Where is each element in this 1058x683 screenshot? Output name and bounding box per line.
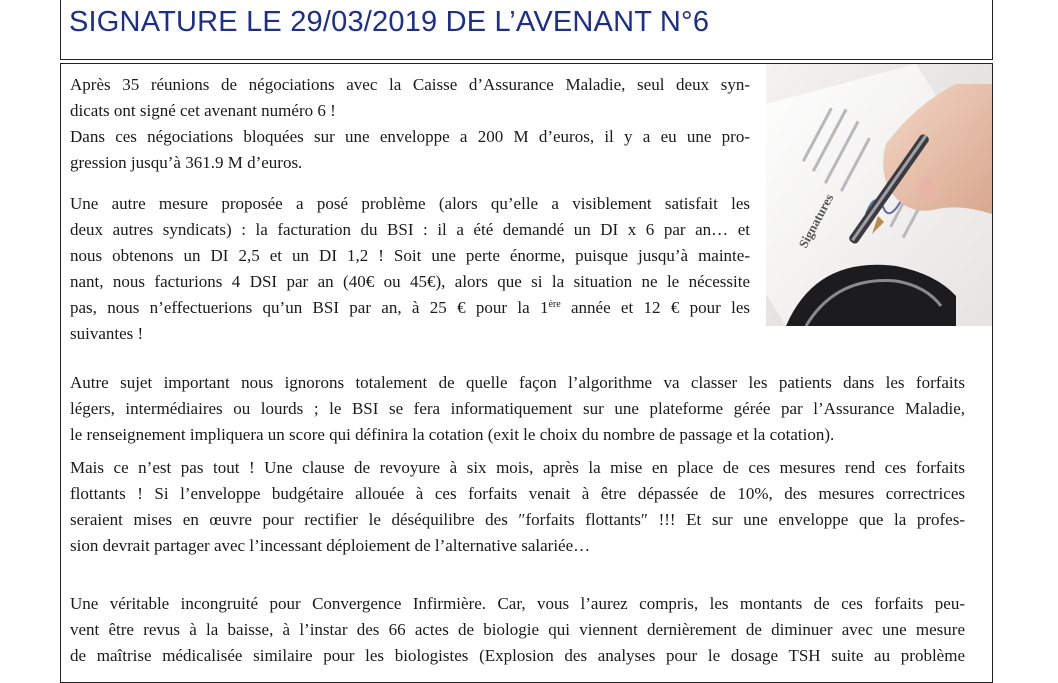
- text-line: Une véritable incongruité pour Convergence Infirmière. Car, vous l’aurez compris, les montants de ces forfaits peu-: [70, 594, 965, 613]
- paragraph-1: [70, 72, 750, 176]
- text-line: Mais ce n’est pas tout ! Une clause de revoyure à six mois, après la mise en place de ces mesures rend ces forfaits: [70, 458, 965, 477]
- title-box: [60, 0, 993, 60]
- signing-document-photo: [766, 64, 992, 326]
- text-line: le renseignement impliquera un score qui définira la cotation (exit le choix du nombre de passage et la cotation).: [70, 425, 835, 444]
- text-line: Après 35 réunions de négociations avec la Caisse d’Assurance Maladie, seul deux syn-: [70, 75, 750, 94]
- text-line: seraient mises en œuvre pour rectifier le déséquilibre des ″forfaits flottants″ !!! Et sur une enveloppe que la profes-: [70, 510, 965, 529]
- text-line: dicats ont signé cet avenant numéro 6 !: [70, 101, 336, 120]
- text-line: sion devrait partager avec l’incessant déploiement de l’alternative salariée…: [70, 536, 591, 555]
- text-fragment: pas, nous n’effectuerions qu’un BSI par an, à 25 € pour la 1: [70, 298, 549, 317]
- superscript: ère: [548, 299, 561, 310]
- text-line: Autre sujet important nous ignorons totalement de quelle façon l’algorithme va classer les patients dans les forfaits: [70, 373, 965, 392]
- article-body: [60, 63, 993, 683]
- text-line: [70, 295, 750, 321]
- text-line: suivantes !: [70, 324, 144, 343]
- photo-caption: Signatures: [795, 191, 837, 251]
- text-line: flottants ! Si l’enveloppe budgétaire allouée à ces forfaits venait à être dépassée de 10%, des mesures correctrices: [70, 484, 965, 503]
- text-line: deux autres syndicats) : la facturation du BSI : il a été demandé un DI x 6 par an… et: [70, 220, 750, 239]
- page-title: SIGNATURE LE 29/03/2019 DE L’AVENANT N°6: [69, 6, 710, 38]
- paragraph-2: [70, 191, 750, 347]
- text-line: Une autre mesure proposée a posé problème (alors qu’elle a visiblement satisfait les: [70, 194, 750, 213]
- text-line: nant, nous facturions 4 DSI par an (40€ ou 45€), alors que si la situation ne le nécessite: [70, 272, 750, 291]
- text-line: gression jusqu’à 361.9 M d’euros.: [70, 153, 303, 172]
- text-line: vent être revus à la baisse, à l’instar des 66 actes de biologie qui viennent dernièrement de diminuer avec une mesure: [70, 620, 965, 639]
- paragraph-5: [70, 591, 965, 669]
- text-line: de maîtrise médicalisée similaire pour les biologistes (Explosion des analyses pour le dosage TSH suite au problème: [70, 646, 965, 665]
- text-fragment: année et 12 € pour les: [560, 298, 750, 317]
- text-line: nous obtenons un DI 2,5 et un DI 1,2 ! Soit une perte énorme, puisque jusqu’à mainte-: [70, 246, 750, 265]
- text-line: légers, intermédiaires ou lourds ; le BSI se fera informatiquement sur une plateforme gérée par l’Assurance Maladie,: [70, 399, 965, 418]
- paragraph-3: [70, 370, 965, 448]
- photo-illustration: [766, 64, 992, 326]
- text-line: Dans ces négociations bloquées sur une enveloppe a 200 M d’euros, il y a eu une pro-: [70, 127, 750, 146]
- paragraph-4: [70, 455, 965, 559]
